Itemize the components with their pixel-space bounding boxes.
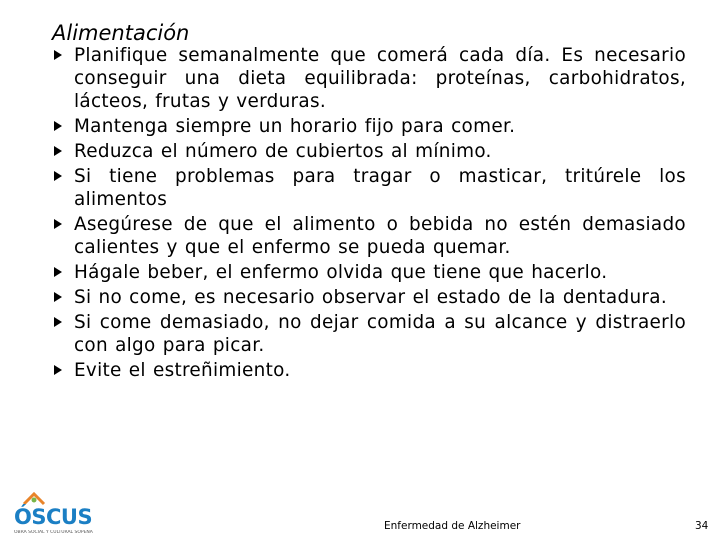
bullet-arrow-icon	[54, 146, 62, 156]
bullet-arrow-icon	[54, 50, 62, 60]
bullet-item	[52, 115, 686, 138]
bullet-text: Asegúrese de que el alimento o bebida no estén demasiado calientes y que el enfermo se pueda quemar.	[74, 214, 686, 258]
bullet-arrow-icon	[54, 267, 62, 277]
bullet-item	[52, 44, 686, 113]
logo-dot-icon	[32, 498, 37, 503]
bullet-arrow-icon	[54, 317, 62, 327]
bullet-arrow-icon	[54, 121, 62, 131]
page-number: 34	[695, 520, 709, 532]
bullet-arrow-icon	[54, 292, 62, 302]
bullet-item	[52, 286, 686, 309]
bullet-item	[52, 213, 686, 259]
bullet-arrow-icon	[54, 219, 62, 229]
bullet-text: Planifique semanalmente que comerá cada día. Es necesario conseguir una dieta equilibrada: proteínas, carbohidratos, lácteos, frutas y verduras.	[74, 45, 686, 112]
bullet-list	[52, 44, 686, 384]
bullet-arrow-icon	[54, 365, 62, 375]
bullet-item	[52, 165, 686, 211]
bullet-text: Hágale beber, el enfermo olvida que tiene que hacerlo.	[74, 262, 608, 283]
bullet-item	[52, 140, 686, 163]
footer-title: Enfermedad de Alzheimer	[384, 520, 521, 532]
bullet-arrow-icon	[54, 171, 62, 181]
bullet-item	[52, 261, 686, 284]
bullet-text: Si come demasiado, no dejar comida a su alcance y distraerlo con algo para picar.	[74, 312, 686, 356]
bullet-text: Mantenga siempre un horario fijo para comer.	[74, 116, 516, 137]
bullet-text: Si no come, es necesario observar el estado de la dentadura.	[74, 287, 667, 308]
bullet-text: Reduzca el número de cubiertos al mínimo.	[74, 141, 492, 162]
logo-subtitle: OBRA SOCIAL Y CULTURAL SOPEÑA	[14, 530, 93, 535]
bullet-text: Si tiene problemas para tragar o masticar, tritúrele los alimentos	[74, 166, 686, 210]
slide-heading: Alimentación	[52, 21, 190, 45]
logo-text: ÓSCUS	[14, 505, 93, 529]
bullet-text: Evite el estreñimiento.	[74, 360, 291, 381]
bullet-item	[52, 359, 686, 382]
bullet-item	[52, 311, 686, 357]
